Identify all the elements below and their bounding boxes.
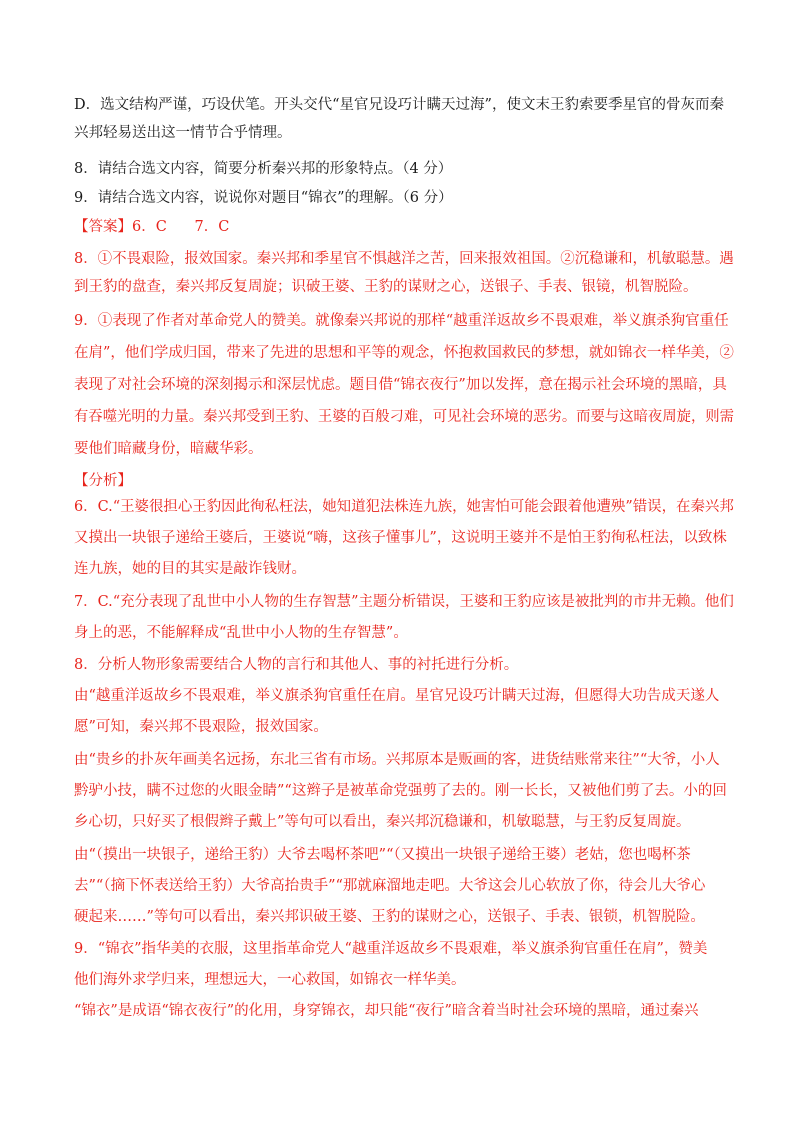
text-line: 硬起来……”等句可以看出，秦兴邦识破王婆、王豹的谋财之心，送银子、手表、银锁，机智脱险。 [74,909,705,925]
text-line: 去”“（摘下怀表送给王豹）大爷高抬贵手”“那就麻溜地走吧。大爷这会儿心软放了你，待会儿大爷心 [74,878,706,894]
text-line: 在肩”，他们学成归国，带来了先进的思想和平等的观念，怀抱救国救民的梦想，就如锦衣一样华美，② [74,345,734,361]
question-8 [74,158,734,180]
text-line: 有吞噬光明的力量。秦兴邦受到王豹、王婆的百般刁难，可见社会环境的恶劣。而要与这暗夜周旋，则需 [74,409,734,425]
question-option-d [74,94,734,144]
text-line: 身上的恶，不能解释成“乱世中小人物的生存智慧”。 [74,625,408,641]
analysis-6 [74,496,734,580]
text-line: 【答案】6．C 7．C [74,219,230,235]
text-line: 6．C.“王婆很担心王豹因此徇私枉法，她知道犯法株连九族，她害怕可能会跟着他遭殃”错误，在秦兴邦 [74,499,734,515]
text-line: D．选文结构严谨，巧设伏笔。开头交代“星官兄设巧计瞒天过海”，使文末王豹索要季星官的骨灰而秦 [74,97,724,113]
text-line: 黔驴小技，瞒不过您的火眼金睛”“这辫子是被革命党强剪了去的。刚一长长，又被他们剪了去。小的回 [74,783,727,799]
text-line: 由“越重洋返故乡不畏艰难，举义旗杀狗官重任在肩。星官兄设巧计瞒天过海，但愿得大功告成天遂人 [74,688,720,704]
text-line: 他们海外求学归来，理想远大，一心救国，如锦衣一样华美。 [74,972,466,988]
text-line: “锦衣”是成语“锦衣夜行”的化用，身穿锦衣，却只能“夜行”暗含着当时社会环境的黑暗，通过秦兴 [74,1003,699,1019]
analysis-8-intro [74,654,734,676]
text-line: 由“（摸出一块银子，递给王豹）大爷去喝杯茶吧”“（又摸出一块银子递给王婆）老姑，您也喝杯茶 [74,847,691,863]
text-line: 表现了对社会环境的深刻揭示和深层忧虑。题目借“锦衣夜行”加以发挥，意在揭示社会环境的黑暗，具 [74,377,727,393]
analysis-8-c [74,844,734,928]
text-line: 到王豹的盘查，秦兴邦反复周旋；识破王婆、王豹的谋财之心，送银子、手表、银镜，机智脱险。 [74,279,698,295]
text-line: 乡心切，只好买了根假辫子戴上”等句可以看出，秦兴邦沉稳谦和，机敏聪慧，与王豹反复周旋。 [74,814,691,830]
text-line: 兴邦轻易送出这一情节合乎情理。 [74,125,292,141]
answer-8 [74,248,734,298]
analysis-heading [74,470,734,492]
text-line: 连九族，她的目的其实是敲诈钱财。 [74,561,306,577]
analysis-7 [74,591,734,644]
text-line: 7．C.“充分表现了乱世中小人物的生存智慧”主题分析错误，王婆和王豹应该是被批判的市井无赖。他们 [74,594,734,610]
analysis-8-b [74,749,734,833]
analysis-8-a [74,685,734,738]
text-line: 由“贵乡的扑灰年画美名远扬，东北三省有市场。兴邦原本是贩画的客，进货结账常来往”“大爷，小人 [74,752,720,768]
answer-9 [74,310,734,460]
text-line: 8．分析人物形象需要结合人物的言行和其他人、事的衬托进行分析。 [74,657,519,673]
analysis-9-b [74,1000,734,1022]
text-line: 愿”可知，秦兴邦不畏艰险，报效国家。 [74,719,328,735]
text-line: 要他们暗藏身份，暗藏华彩。 [74,441,263,457]
text-line: 9．请结合选文内容，说说你对题目“锦衣”的理解。（6 分） [74,190,453,206]
text-line: 9．①表现了作者对革命党人的赞美。就像秦兴邦说的那样“越重洋返故乡不畏艰难，举义旗杀狗官重任 [74,313,729,329]
text-line: 8．请结合选文内容，简要分析秦兴邦的形象特点。（4 分） [74,161,453,177]
question-9 [74,187,734,209]
answer-line [74,216,734,238]
text-line: 【分析】 [74,473,132,489]
text-line: 8．①不畏艰险，报效国家。秦兴邦和季星官不惧越洋之苦，回来报效祖国。②沉稳谦和，机敏聪慧。遇 [74,251,734,267]
analysis-9-a [74,938,734,991]
text-line: 又摸出一块银子递给王婆后，王婆说“嗨，这孩子懂事儿”，这说明王婆并不是怕王豹徇私枉法，以致株 [74,530,727,546]
text-line: 9．“锦衣”指华美的衣服，这里指革命党人“越重洋返故乡不畏艰难，举义旗杀狗官重任在肩”，赞美 [74,941,708,957]
